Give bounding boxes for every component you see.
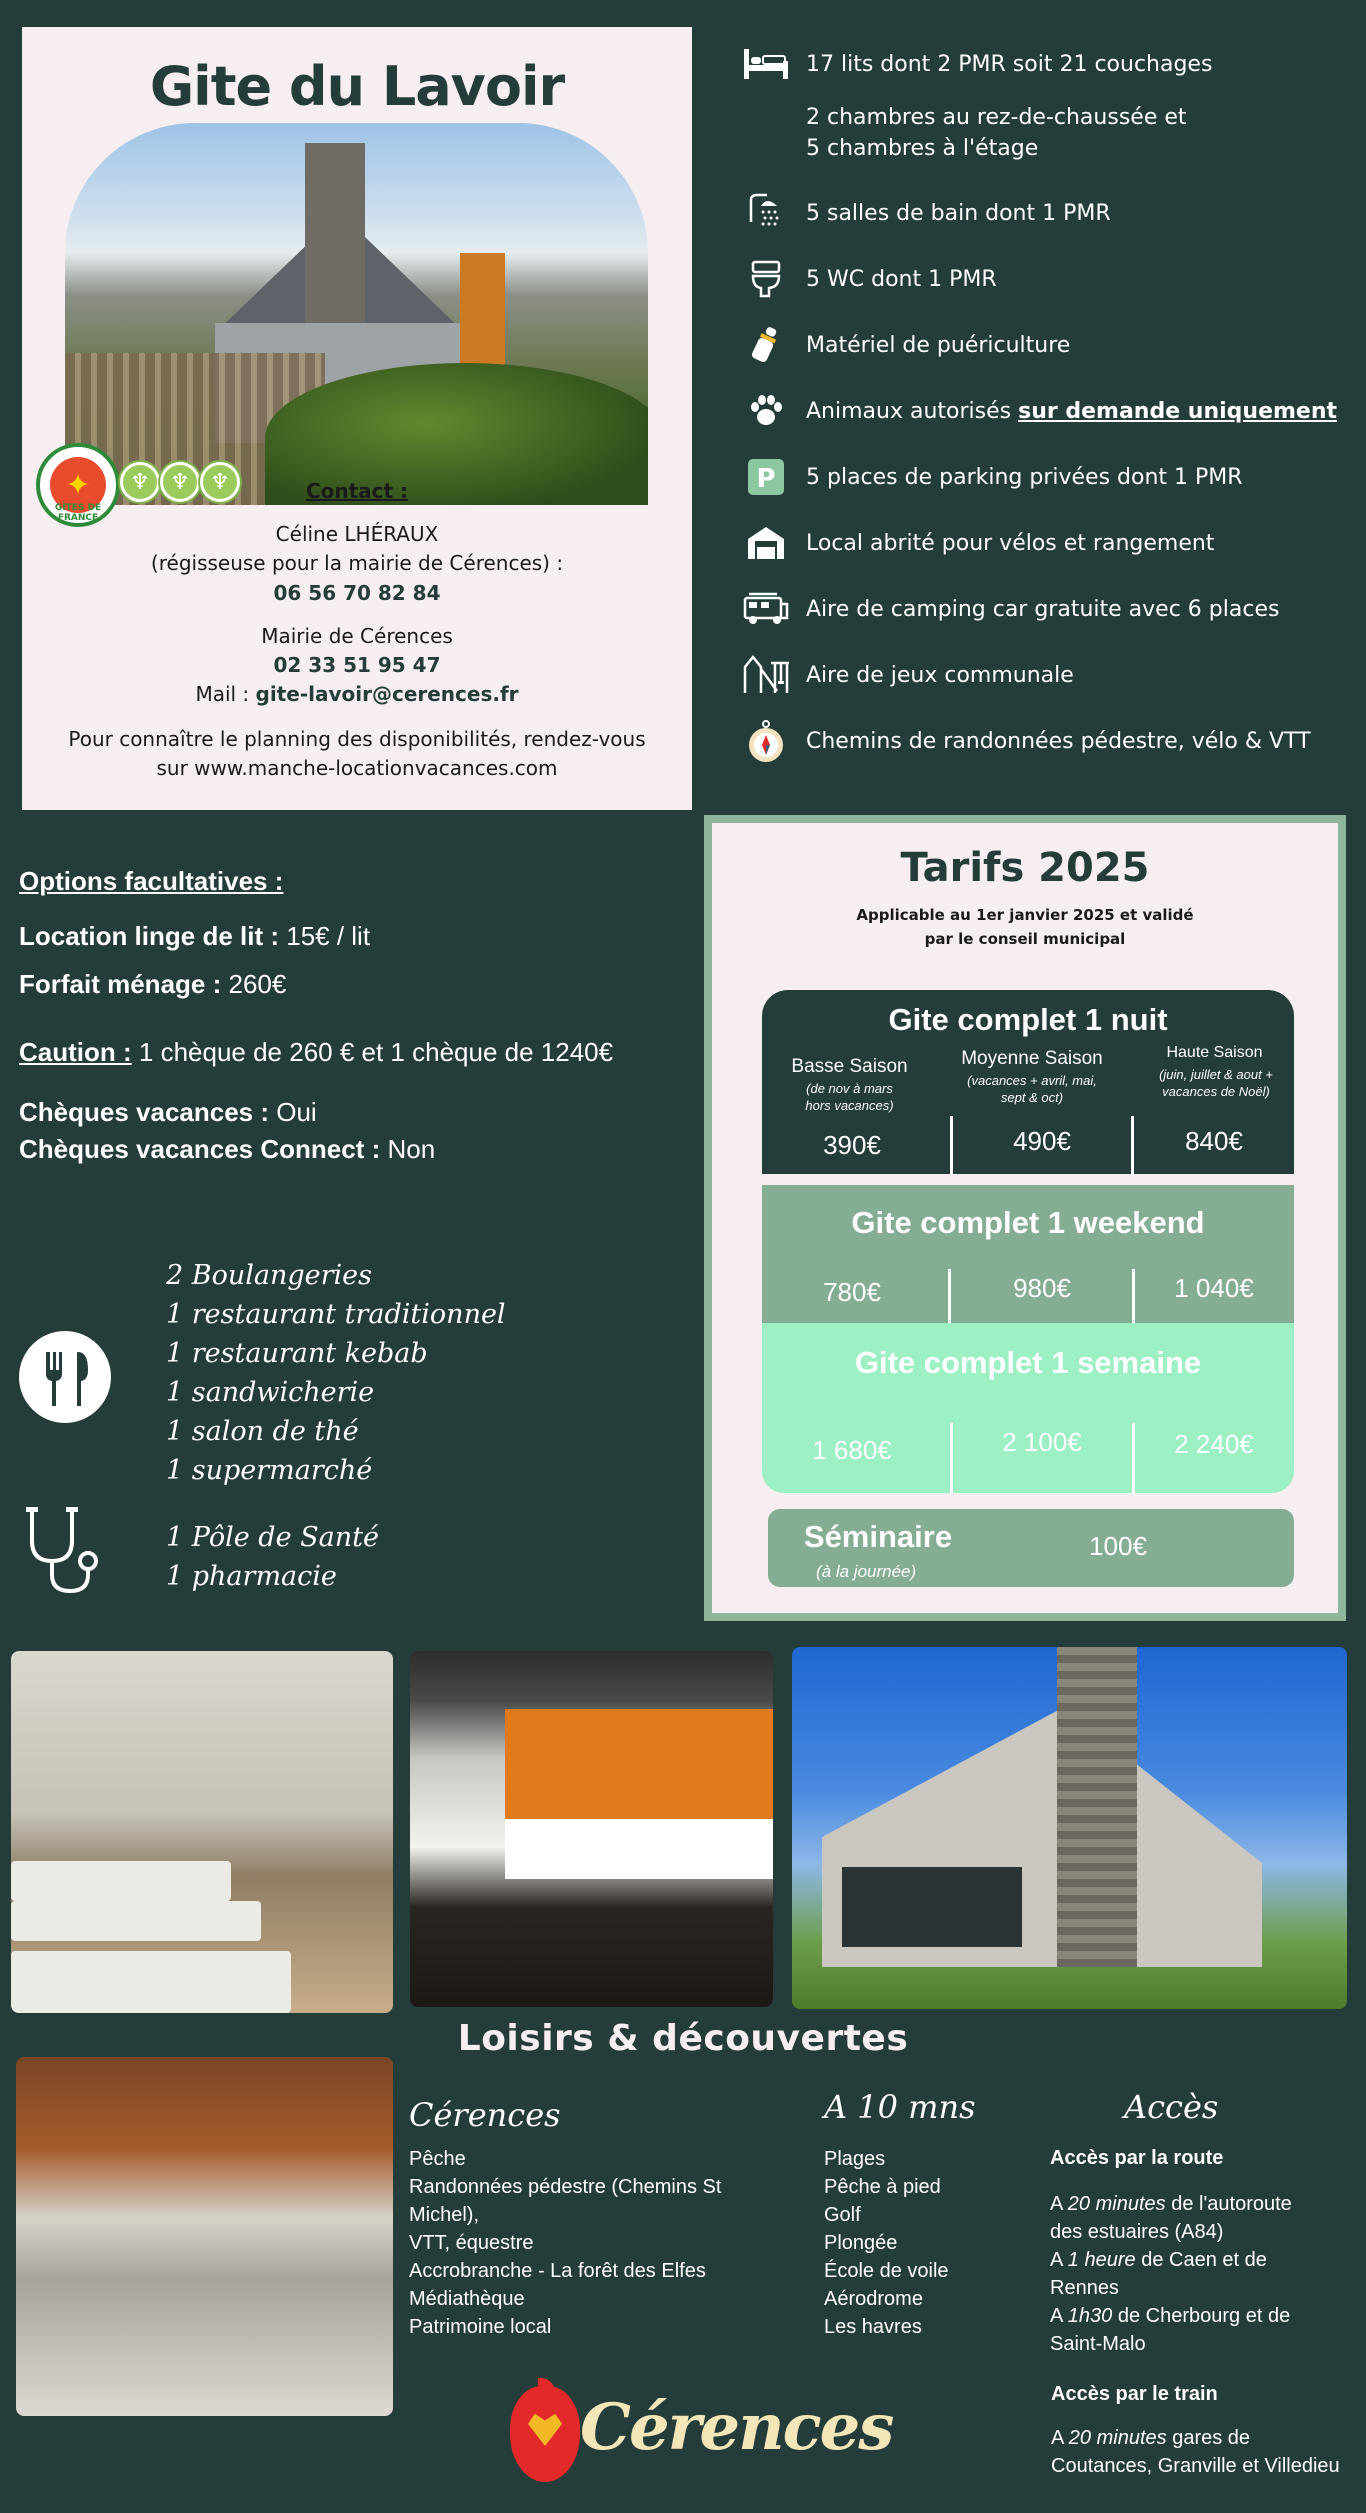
bedroom-photo <box>16 2057 393 2416</box>
epi-icon: ♆ <box>120 462 160 502</box>
epi-icon: ♆ <box>200 462 240 502</box>
amenity-text: 5 places de parking privées dont 1 PMR <box>806 464 1243 490</box>
shower-icon <box>738 191 794 235</box>
nearby-title: A 10 mns <box>824 2088 976 2126</box>
exterior-photo <box>792 1647 1347 2009</box>
access-train-text <box>1051 2424 1340 2480</box>
tariff-seminar-note: (à la journée) <box>816 1562 917 1581</box>
food-services-list <box>166 1256 506 1490</box>
list-item: Plongée <box>824 2232 898 2254</box>
amenity-pets <box>738 389 1337 433</box>
mairie-phone[interactable]: 02 33 51 95 47 <box>273 653 441 677</box>
price-week-mid: 2 100€ <box>1002 1427 1082 1457</box>
access-road-title: Accès par la route <box>1050 2147 1224 2169</box>
nearby-activities <box>824 2145 949 2341</box>
list-item: Golf <box>824 2204 861 2226</box>
planning-line-1: Pour connaître le planning des disponibilités, rendez-vous <box>68 727 646 751</box>
contact-title: Contact : <box>305 479 409 503</box>
mail-link[interactable]: gite-lavoir@cerences.fr <box>255 682 519 706</box>
access-line: des estuaires (A84) <box>1050 2221 1224 2243</box>
loisirs-title: Loisirs & découvertes <box>457 2018 909 2059</box>
amenity-text: Local abrité pour vélos et rangement <box>806 530 1215 556</box>
season-low: Basse Saison <box>791 1056 908 1077</box>
amenity-baby <box>738 323 1070 367</box>
access-line: A 1h30 de Cherbourg et de <box>1050 2305 1291 2327</box>
list-item: 1 restaurant kebab <box>166 1338 428 1369</box>
gites-de-france-logo: ✦ <box>36 443 120 527</box>
amenity-camping-car <box>738 587 1279 631</box>
list-item: 1 supermarché <box>166 1455 373 1486</box>
epi-icon: ♆ <box>160 462 200 502</box>
contact-card <box>22 27 692 810</box>
price-seminar: 100€ <box>1089 1531 1147 1561</box>
health-services-list <box>166 1518 379 1596</box>
cerences-activities <box>409 2145 721 2341</box>
toilet-icon <box>738 257 794 301</box>
amenity-hiking <box>738 719 1311 763</box>
contact-phone[interactable]: 06 56 70 82 84 <box>273 581 441 605</box>
access-line: Rennes <box>1050 2277 1119 2299</box>
option-menage: Forfait ménage : 260€ <box>19 969 287 999</box>
contact-name: Céline LHÉRAUX <box>275 522 439 546</box>
amenity-storage <box>738 521 1214 565</box>
list-item: 1 sandwicherie <box>166 1377 375 1408</box>
list-item: 1 salon de thé <box>166 1416 359 1447</box>
tariff-seminar-box <box>768 1509 1294 1587</box>
price-week-low: 1 680€ <box>812 1435 892 1465</box>
season-high: Haute Saison <box>1166 1044 1263 1061</box>
garage-icon <box>738 521 794 565</box>
paw-icon <box>738 389 794 433</box>
amenity-parking <box>738 455 1243 499</box>
access-line: Saint-Malo <box>1050 2333 1146 2355</box>
cerences-title: Cérences <box>409 2096 561 2134</box>
season-mid-note: (vacances + avril, mai, sept & oct) <box>967 1073 1097 1105</box>
list-item: École de voile <box>824 2260 949 2282</box>
amenity-wc <box>738 257 997 301</box>
svg-text:P: P <box>756 464 776 494</box>
amenity-playground <box>738 653 1074 697</box>
cerences-logo-text: Cérences <box>580 2390 893 2465</box>
amenity-text: 5 salles de bain dont 1 PMR <box>806 200 1111 226</box>
amenity-text: 17 lits dont 2 PMR soit 21 couchages <box>806 51 1213 77</box>
list-item: Patrimoine local <box>409 2316 552 2338</box>
season-high-note: (juin, juillet & aout + vacances de Noël) <box>1159 1067 1273 1099</box>
list-item: 1 pharmacie <box>166 1561 337 1592</box>
baby-bottle-icon <box>738 323 794 367</box>
list-item: Accrobranche - La forêt des Elfes <box>409 2260 706 2282</box>
amenity-text: Chemins de randonnées pédestre, vélo & VTT <box>806 728 1311 754</box>
list-item: Médiathèque <box>409 2288 525 2310</box>
price-week-high: 2 240€ <box>1174 1429 1254 1459</box>
options-title: Options facultatives : <box>19 866 284 896</box>
tariffs-title: Tarifs 2025 <box>900 845 1150 891</box>
amenity-rooms-2: 5 chambres à l'étage <box>806 135 1039 161</box>
mairie-label: Mairie de Cérences <box>261 624 453 648</box>
amenity-bathrooms <box>738 191 1111 235</box>
price-night-high: 840€ <box>1185 1126 1243 1156</box>
mail-line <box>22 682 692 706</box>
pets-condition: sur demande uniquement <box>1018 398 1338 424</box>
amenity-text: 5 WC dont 1 PMR <box>806 266 997 292</box>
compass-icon <box>738 719 794 763</box>
access-line: A 1 heure de Caen et de <box>1050 2249 1267 2271</box>
house-photo <box>65 123 648 505</box>
list-item: Pêche <box>409 2148 466 2170</box>
cerences-logo <box>510 2378 893 2488</box>
list-item: Aérodrome <box>824 2288 923 2310</box>
list-item: 1 Pôle de Santé <box>166 1522 379 1553</box>
access-train-title: Accès par le train <box>1051 2383 1218 2405</box>
list-item: 1 restaurant traditionnel <box>166 1299 506 1330</box>
amenity-beds <box>738 42 1212 86</box>
mail-label: Mail : <box>195 682 256 706</box>
tariffs-panel <box>704 815 1346 1621</box>
contact-role: (régisseuse pour la mairie de Cérences) : <box>150 551 564 575</box>
amenity-text: Aire de camping car gratuite avec 6 places <box>806 596 1280 622</box>
list-item: Pêche à pied <box>824 2176 941 2198</box>
list-item: Les havres <box>824 2316 922 2338</box>
price-night-low: 390€ <box>823 1130 881 1160</box>
list-item: Plages <box>824 2148 886 2170</box>
amenity-text: Matériel de puériculture <box>806 332 1071 358</box>
list-item: Randonnées pédestre (Chemins St <box>409 2176 722 2198</box>
access-line: Coutances, Granville et Villedieu <box>1051 2455 1340 2477</box>
tariff-weekend-title: Gite complet 1 weekend <box>851 1205 1205 1240</box>
option-linge: Location linge de lit : 15€ / lit <box>19 921 371 951</box>
list-item: Michel), <box>409 2204 480 2226</box>
tariff-seminar-title: Séminaire <box>803 1519 953 1554</box>
season-mid: Moyenne Saison <box>961 1048 1103 1069</box>
option-cheques-connect: Chèques vacances Connect : Non <box>19 1134 436 1164</box>
access-line: A 20 minutes gares de <box>1051 2427 1251 2449</box>
playground-icon <box>738 653 794 697</box>
kitchen-photo <box>410 1651 773 2007</box>
list-item: 2 Boulangeries <box>166 1260 373 1291</box>
price-night-mid: 490€ <box>1013 1126 1071 1156</box>
amenity-text: Animaux autorisés sur demande uniquement <box>806 398 1338 424</box>
tariff-night-title: Gite complet 1 nuit <box>888 1002 1168 1037</box>
stethoscope-icon <box>18 1505 112 1599</box>
amenity-rooms-1: 2 chambres au rez-de-chaussée et <box>806 104 1187 130</box>
camping-car-icon <box>738 587 794 631</box>
price-weekend-mid: 980€ <box>1013 1273 1071 1303</box>
dormitory-photo <box>11 1651 393 2013</box>
tariff-week-box <box>762 1323 1294 1493</box>
season-low-note: (de nov à mars hors vacances) <box>805 1081 894 1113</box>
price-weekend-low: 780€ <box>823 1277 881 1307</box>
page-title: Gite du Lavoir <box>149 55 565 118</box>
access-road-text <box>1050 2190 1292 2358</box>
amenity-text: Aire de jeux communale <box>806 662 1074 688</box>
restaurant-icon <box>18 1330 112 1424</box>
list-item: VTT, équestre <box>409 2232 534 2254</box>
bed-icon <box>738 42 794 86</box>
option-cheques: Chèques vacances : Oui <box>19 1097 317 1127</box>
tariff-week-title: Gite complet 1 semaine <box>854 1345 1202 1380</box>
access-title: Accès <box>1124 2088 1219 2126</box>
tariff-weekend-box <box>762 1185 1294 1323</box>
gites-de-france-label: GÎTES DE FRANCE <box>54 503 102 523</box>
planning-line-2[interactable]: sur www.manche-locationvacances.com <box>156 756 558 780</box>
tariff-night-box <box>762 990 1294 1174</box>
option-caution: Caution : 1 chèque de 260 € et 1 chèque de 1240€ <box>19 1037 614 1067</box>
parking-icon <box>738 455 794 499</box>
access-line: A 20 minutes de l'autoroute <box>1050 2193 1292 2215</box>
price-weekend-high: 1 040€ <box>1174 1273 1254 1303</box>
tariffs-subtitle: Applicable au 1er janvier 2025 et validé par le conseil municipal <box>856 906 1194 948</box>
